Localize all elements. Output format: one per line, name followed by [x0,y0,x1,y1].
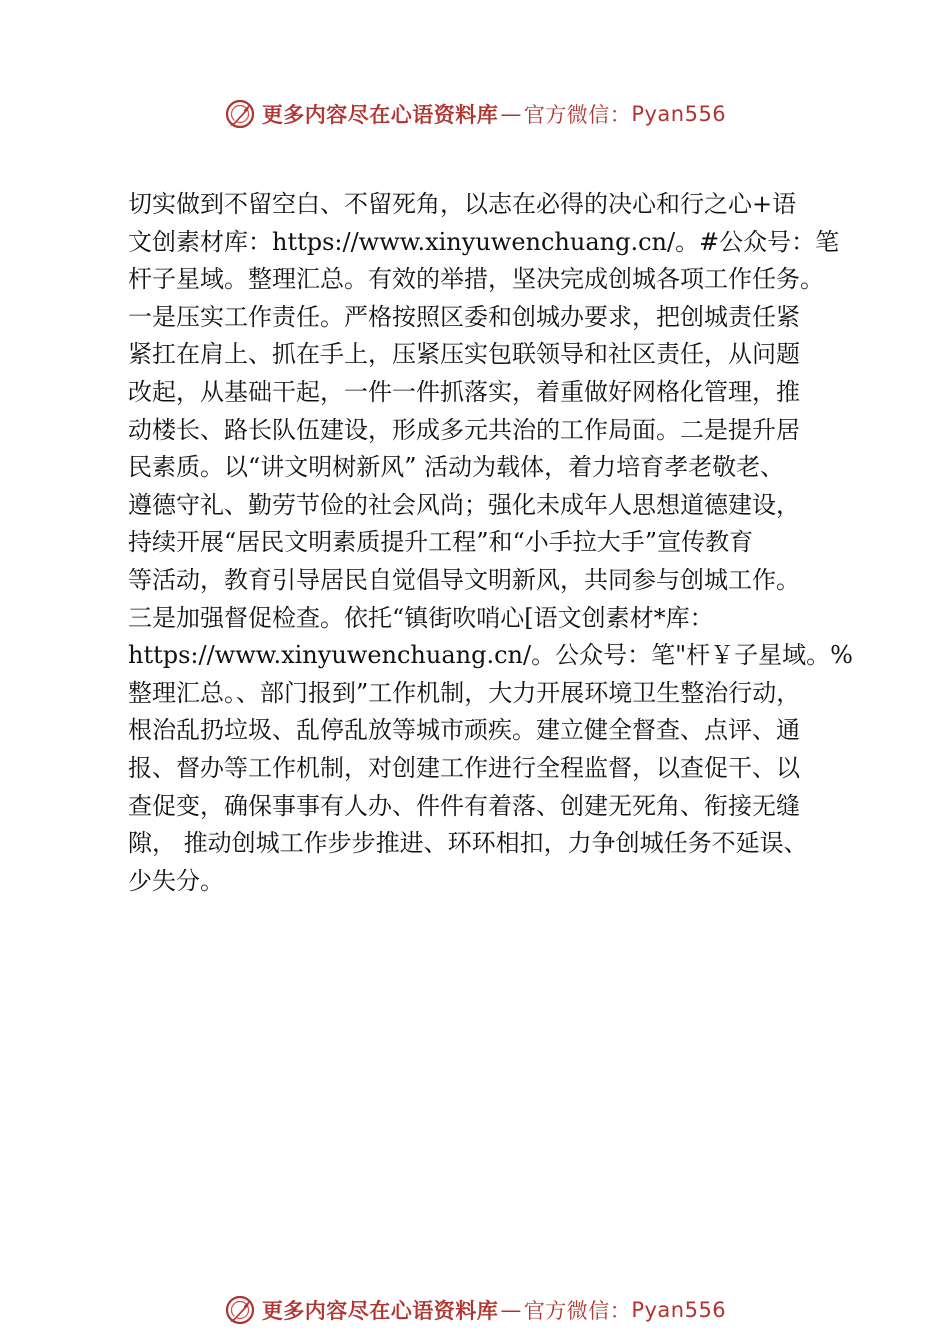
body-line: 切实做到不留空白、不留死角，以志在必得的决心和行之心+语 [128,190,797,218]
header-banner [0,94,950,134]
body-line: 隙， 推动创城工作步步推进、环环相扣，力争创城任务不延误、 [128,829,808,858]
footer-banner [0,1290,950,1330]
body-line: 三是加强督促检查。依托“镇街吹哨心[语文创素材*库： [128,603,714,632]
banner-brand: 更多内容尽在心语资料库 [261,103,499,127]
document-body [128,186,868,900]
body-line: 查促变，确保事事有人办、件件有着落、创建无死角、衔接无缝 [128,791,800,820]
body-line: 整理汇总。、部门报到”工作机制，大力开展环境卫生整治行动， [128,678,801,707]
banner-brand: 更多内容尽在心语资料库 [261,1299,499,1323]
body-line: 少失分。 [128,866,224,895]
body-line: 遵德守礼、勤劳节俭的社会风尚；强化未成年人思想道德建设， [128,490,800,519]
body-line: 报、督办等工作机制，对创建工作进行全程监督，以查促干、以 [128,753,800,782]
quill-seal-icon [224,98,256,130]
body-line: 持续开展“居民文明素质提升工程”和“小手拉大手”宣传教育 [128,528,754,557]
body-line: 文创素材库：https://www.xinyuwenchuang.cn/。#公众号：笔 [128,227,840,256]
body-line: 民素质。以“讲文明树新风” 活动为载体，着力培育孝老敬老、 [128,453,785,482]
body-line: https://www.xinyuwenchuang.cn/。公众号：笔"杆￥子星域。% [128,641,853,670]
banner-account: Pyan556 [631,1298,727,1322]
body-line: 紧扛在肩上、抓在手上，压紧压实包联领导和社区责任，从问题 [128,340,800,369]
quill-seal-icon [224,1294,256,1326]
body-line: 杆子星域。整理汇总。有效的举措，坚决完成创城各项工作任务。 [128,265,824,294]
body-line: 改起，从基础干起，一件一件抓落实，着重做好网格化管理，推 [128,377,800,406]
body-line: 根治乱扔垃圾、乱停乱放等城市顽疾。建立健全督查、点评、通 [128,716,800,745]
banner-official-label: 官方微信： [523,103,632,127]
body-line: 等活动，教育引导居民自觉倡导文明新风，共同参与创城工作。 [128,565,800,594]
banner-separator: — [500,102,522,126]
banner-separator: — [500,1298,522,1322]
body-line: 动楼长、路长队伍建设，形成多元共治的工作局面。二是提升居 [128,415,800,444]
body-line: 一是压实工作责任。严格按照区委和创城办要求，把创城责任紧 [128,302,800,331]
banner-official-label: 官方微信： [523,1299,632,1323]
banner-account: Pyan556 [631,102,727,126]
